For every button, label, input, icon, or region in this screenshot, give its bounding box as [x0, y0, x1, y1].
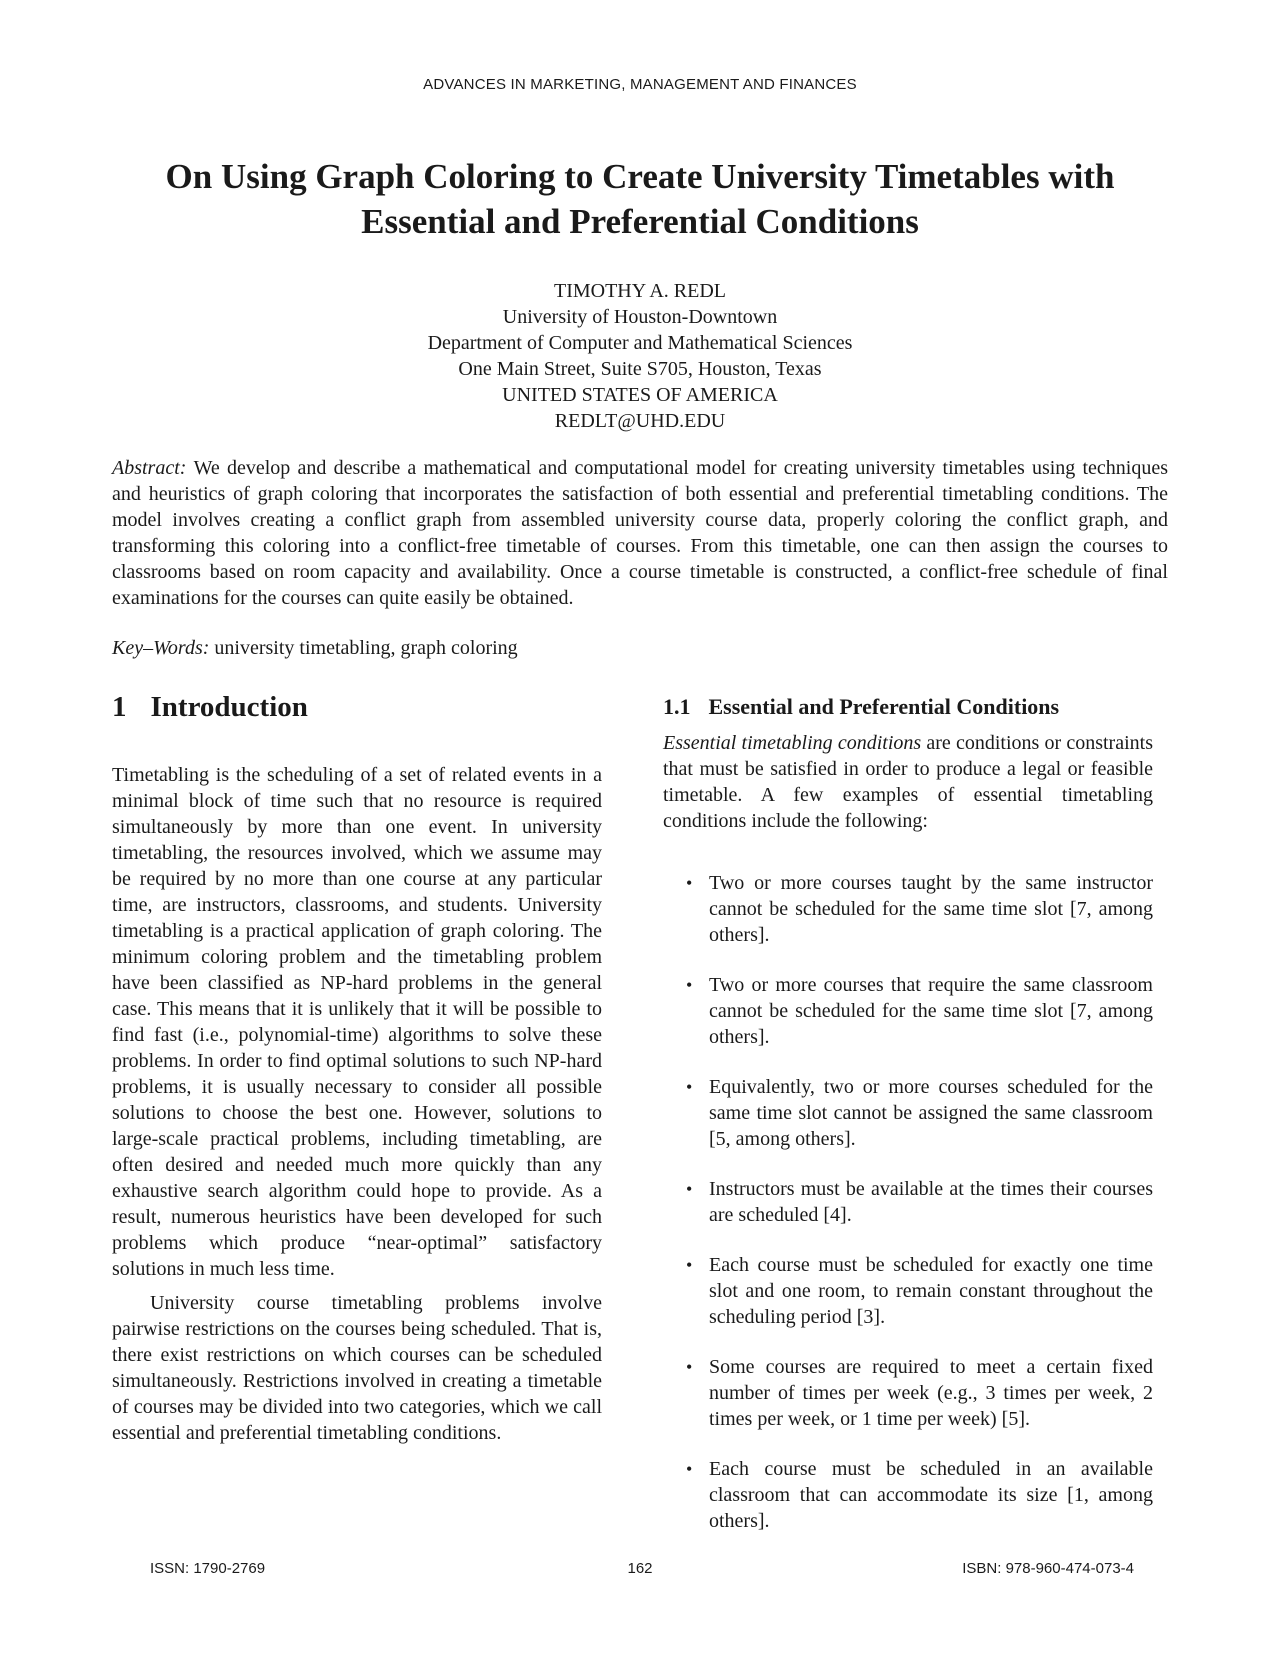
section-title: Introduction [150, 691, 308, 723]
list-item-text: Two or more courses taught by the same instructor cannot be scheduled for the same time slot [7, among others]. [709, 872, 1153, 946]
left-column [112, 690, 602, 1446]
section-heading-introduction [112, 690, 602, 724]
list-item [663, 1074, 1153, 1152]
subsection-number: 1.1 [663, 694, 691, 719]
list-item-text: Each course must be scheduled for exactly one time slot and one room, to remain constant throughout the scheduling period [3]. [709, 1254, 1153, 1328]
conditions-intro [663, 730, 1153, 834]
right-column [663, 690, 1153, 1558]
bullet-icon: • [686, 1357, 693, 1377]
abstract-label: Abstract: [112, 457, 187, 479]
list-item [663, 1456, 1153, 1534]
bullet-icon: • [686, 1077, 693, 1097]
list-item [663, 870, 1153, 948]
author-department: Department of Computer and Mathematical Sciences [427, 332, 853, 354]
bullet-icon: • [686, 873, 693, 893]
list-item [663, 1252, 1153, 1330]
author-country: UNITED STATES OF AMERICA [502, 384, 778, 406]
list-item [663, 1176, 1153, 1228]
bullet-icon: • [686, 975, 693, 995]
running-header: ADVANCES IN MARKETING, MANAGEMENT AND FINANCES [423, 76, 857, 93]
keywords-text: university timetabling, graph coloring [214, 637, 518, 659]
list-item [663, 1354, 1153, 1432]
intro-paragraph-2: University course timetabling problems involve pairwise restrictions on the courses being scheduled. That is, there exist restrictions on which courses can be scheduled simultaneously. Restrictions involved in creating a timetable of courses may be divided into two categories, which we call essential and preferential timetabling conditions. [112, 1292, 602, 1444]
list-item-text: Instructors must be available at the times their courses are scheduled [4]. [709, 1178, 1153, 1226]
conditions-intro-rest: are conditions or constraints that must be satisfied in order to produce a legal or feasible timetable. A few examples of essential timetabling conditions include the following: [663, 732, 1153, 832]
author-name: TIMOTHY A. REDL [553, 280, 727, 302]
subsection-title: Essential and Preferential Conditions [708, 694, 1060, 719]
list-item [663, 972, 1153, 1050]
intro-paragraph-1: Timetabling is the scheduling of a set of related events in a minimal block of time such that no resource is required simultaneously by more than one event. In university timetabling, the resources involved, which we assume may be required by no more than one course at any particular time, are instructors, classrooms, and students. University timetabling is a practical application of graph coloring. The minimum coloring problem and the timetabling problem have been classified as NP-hard problems in the general case. This means that it is unlikely that it will be possible to find fast (i.e., polynomial-time) algorithms to solve these problems. In order to find optimal solutions to such NP-hard problems, it is usually necessary to consider all possible solutions to choose the best one. However, solutions to large-scale practical problems, including timetabling, are often desired and needed much more quickly than any exhaustive search algorithm could hope to provide. As a result, numerous heuristics have been developed for such problems which produce “near-optimal” satisfactory solutions in much less time. [112, 764, 602, 1280]
bullet-icon: • [686, 1459, 693, 1479]
footer-page-number: 162 [627, 1560, 653, 1577]
conditions-intro-italic: Essential timetabling conditions [663, 732, 922, 754]
keywords [112, 635, 1168, 661]
essential-conditions-list [663, 870, 1153, 1534]
author-address: One Main Street, Suite S705, Houston, Texas [458, 358, 822, 380]
author-block [0, 278, 1280, 434]
author-email: REDLT@UHD.EDU [554, 410, 726, 432]
paper-title: On Using Graph Coloring to Create University Timetables with Essential and Preferential Conditions [165, 157, 1115, 241]
bullet-icon: • [686, 1255, 693, 1275]
section-number: 1 [112, 691, 127, 723]
list-item-text: Each course must be scheduled in an available classroom that can accommodate its size [1, among others]. [709, 1458, 1153, 1532]
abstract-text: We develop and describe a mathematical and computational model for creating university timetables using techniques and heuristics of graph coloring that incorporates the satisfaction of both essential and preferential timetabling conditions. The model involves creating a conflict graph from assembled university course data, properly coloring the conflict graph, and transforming this coloring into a conflict-free timetable of courses. From this timetable, one can then assign the courses to classrooms based on room capacity and availability. Once a course timetable is constructed, a conflict-free schedule of final examinations for the courses can quite easily be obtained. [112, 457, 1169, 609]
subsection-heading-conditions [663, 690, 1153, 724]
bullet-icon: • [686, 1179, 693, 1199]
keywords-label: Key–Words: [112, 637, 210, 659]
list-item-text: Two or more courses that require the same classroom cannot be scheduled for the same time slot [7, among others]. [709, 974, 1153, 1048]
author-affiliation: University of Houston-Downtown [502, 306, 778, 328]
footer-isbn: ISBN: 978-960-474-073-4 [962, 1560, 1134, 1577]
footer-issn: ISSN: 1790-2769 [150, 1560, 266, 1577]
list-item-text: Equivalently, two or more courses scheduled for the same time slot cannot be assigned the same classroom [5, among others]. [709, 1076, 1153, 1150]
list-item-text: Some courses are required to meet a certain fixed number of times per week (e.g., 3 times per week, 2 times per week, or 1 time per week) [5]. [709, 1356, 1153, 1430]
abstract [112, 455, 1168, 611]
